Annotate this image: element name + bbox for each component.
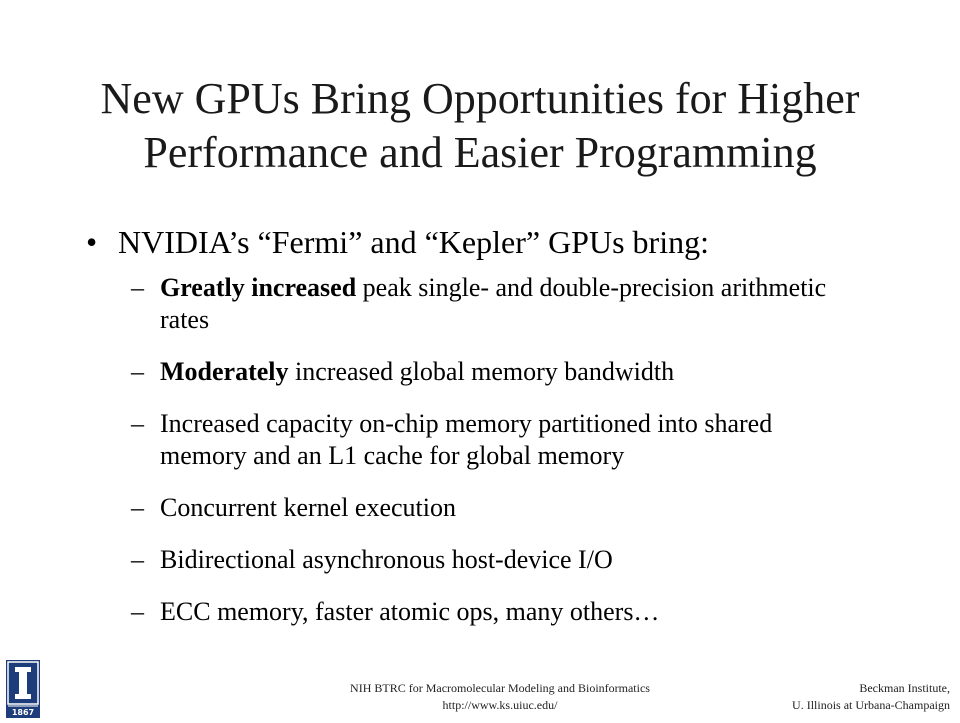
university-logo (6, 660, 40, 718)
sub-bullet-text: Increased capacity on-chip memory partitioned into shared memory and an L1 cache for global memory (160, 409, 773, 470)
dash-icon: – (131, 273, 144, 302)
sub-bullet-text: Bidirectional asynchronous host-device I/O (160, 545, 613, 574)
sub-bullet-text: increased global memory bandwidth (288, 357, 675, 386)
dash-icon: – (131, 493, 144, 522)
bullet-dot-icon: • (86, 224, 98, 260)
sub-bullet-text: ECC memory, faster atomic ops, many others… (160, 597, 660, 626)
sub-bullet-list (131, 272, 851, 648)
sub-bullet (131, 356, 851, 388)
title-line-2: Performance and Easier Programming (143, 128, 817, 177)
sub-bullet-bold: Greatly increased (160, 273, 357, 302)
sub-bullet (131, 596, 851, 628)
dash-icon: – (131, 357, 144, 386)
sub-bullet-text: Concurrent kernel execution (160, 493, 456, 522)
title-line-1: New GPUs Bring Opportunities for Higher (100, 74, 860, 123)
dash-icon: – (131, 409, 144, 438)
footer-right-line-2: U. Illinois at Urbana-Champaign (792, 698, 950, 712)
footer-url[interactable]: http://www.ks.uiuc.edu/ (442, 698, 558, 712)
slide-title (0, 72, 960, 180)
sub-bullet-bold: Moderately (160, 357, 289, 386)
logo-year: 1867 (11, 708, 35, 717)
dash-icon: – (131, 597, 144, 626)
footer-right (792, 680, 950, 714)
footer-center (240, 680, 760, 714)
sub-bullet-text: peak single- and double-precision arithmetic rates (160, 273, 827, 334)
sub-bullet (131, 408, 851, 472)
footer-right-line-1: Beckman Institute, (859, 681, 950, 695)
sub-bullet (131, 272, 851, 336)
main-bullet (86, 222, 709, 262)
sub-bullet (131, 492, 851, 524)
main-bullet-text: NVIDIA’s “Fermi” and “Kepler” GPUs bring: (118, 224, 709, 260)
sub-bullet (131, 544, 851, 576)
illinois-logo-icon (6, 660, 40, 718)
footer-center-line-1: NIH BTRC for Macromolecular Modeling and Bioinformatics (350, 681, 650, 695)
dash-icon: – (131, 545, 144, 574)
